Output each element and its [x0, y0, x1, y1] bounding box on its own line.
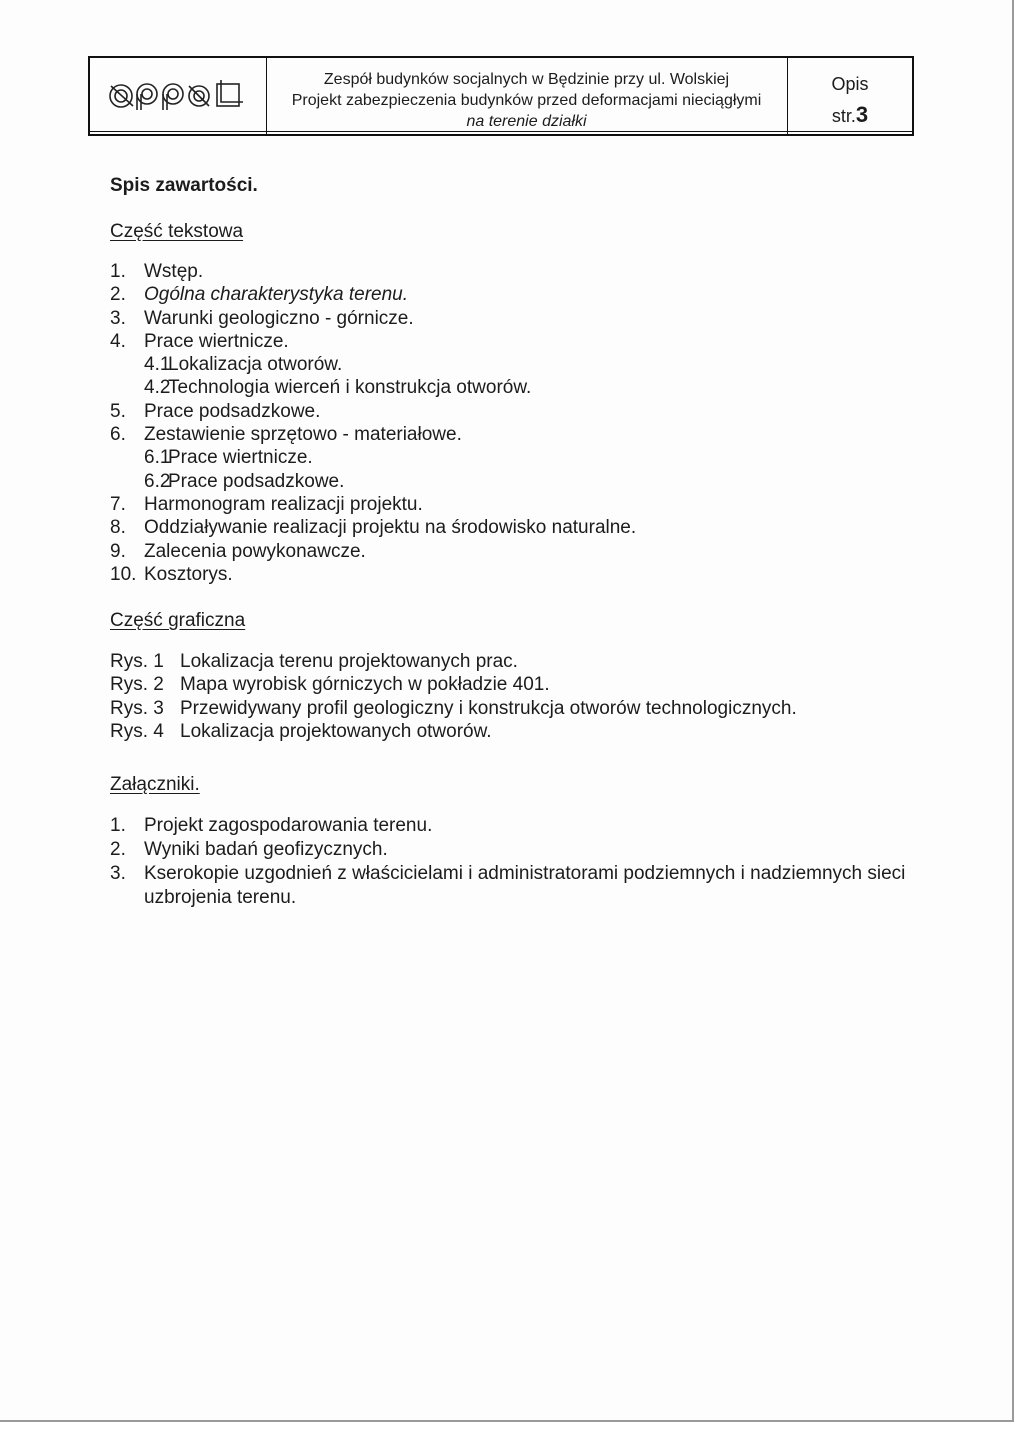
title-line-3: na terenie działki: [466, 113, 587, 130]
text-part-heading: Część tekstowa: [110, 221, 244, 242]
text-part-list: [110, 260, 636, 586]
list-item: [110, 540, 636, 563]
item-number: 7.: [110, 493, 126, 515]
item-number: 1.: [110, 815, 126, 836]
logo-icon: [103, 76, 253, 116]
page-number: [788, 102, 912, 128]
item-label: Prace podsadzkowe.: [144, 400, 321, 422]
title-line-1: Zespół budynków socjalnych w Będzinie przy ul. Wolskiej: [323, 71, 730, 88]
company-logo: [90, 58, 267, 134]
item-number: Rys. 4: [110, 720, 164, 742]
list-item: [110, 283, 636, 306]
list-item: [110, 307, 636, 330]
item-label: Wstęp.: [144, 261, 204, 282]
item-label: Prace wiertnicze.: [168, 447, 313, 469]
item-number: 9.: [110, 540, 126, 562]
item-number: 2.: [110, 839, 126, 860]
item-number: Rys. 1: [110, 651, 164, 672]
item-number: 5.: [110, 400, 126, 422]
item-label: Harmonogram realizacji projektu.: [144, 493, 423, 515]
item-label: Technologia wierceń i konstrukcja otworów.: [168, 377, 532, 399]
item-label: Warunki geologiczno - górnicze.: [144, 307, 414, 329]
item-label: Projekt zagospodarowania terenu.: [144, 815, 433, 836]
item-label: Lokalizacja terenu projektowanych prac.: [180, 651, 518, 672]
attachments-list: [110, 814, 944, 910]
item-label: Kosztorys.: [144, 563, 233, 585]
list-item: [110, 423, 636, 446]
list-item: [110, 697, 797, 720]
list-item: [110, 493, 636, 516]
item-number: 10.: [110, 563, 137, 585]
list-item: [110, 330, 636, 353]
list-item: [110, 862, 944, 910]
list-item: [110, 470, 636, 493]
item-label: Prace wiertnicze.: [144, 330, 289, 352]
list-item: [110, 446, 636, 469]
item-label: Prace podsadzkowe.: [168, 470, 345, 492]
item-number: 6.: [110, 424, 126, 446]
item-number: Rys. 3: [110, 697, 164, 719]
list-item: [110, 376, 636, 399]
item-number: 2.: [110, 284, 126, 306]
page-info: [788, 58, 912, 134]
item-label: Zestawienie sprzętowo - materiałowe.: [144, 424, 462, 446]
list-item: [110, 516, 636, 539]
toc-title: Spis zawartości.: [110, 175, 258, 196]
section-label: Opis: [831, 74, 869, 94]
title-line-2: Projekt zabezpieczenia budynków przed deformacjami nieciągłymi: [291, 92, 762, 109]
item-number: 6.2: [144, 470, 171, 492]
graphic-part-list: [110, 650, 797, 743]
graphic-part-heading: Część graficzna: [110, 610, 246, 631]
item-number: 3.: [110, 863, 126, 884]
item-label: Lokalizacja projektowanych otworów.: [180, 720, 492, 742]
item-label: Oddziaływanie realizacji projektu na środowisko naturalne.: [144, 517, 637, 539]
item-number: 6.1: [144, 447, 171, 469]
list-item: [110, 673, 797, 696]
list-item: [110, 353, 636, 376]
page-prefix: str.: [831, 106, 856, 126]
item-label: Przewidywany profil geologiczny i konstrukcja otworów technologicznych.: [180, 697, 797, 719]
item-label: Kserokopie uzgodnień z właścicielami i administratorami podziemnych i nadziemnych sieci uzbrojenia terenu.: [144, 863, 906, 908]
item-number: 4.1: [144, 354, 171, 376]
page-number-value: 3: [855, 102, 869, 127]
list-item: [110, 563, 636, 586]
list-item: [110, 400, 636, 423]
item-label: Ogólna charakterystyka terenu.: [144, 284, 409, 306]
attachments-heading: Załączniki.: [110, 774, 200, 795]
list-item: [110, 838, 944, 862]
list-item: [110, 260, 636, 283]
title-block: [88, 56, 914, 136]
item-label: Zalecenia powykonawcze.: [144, 540, 366, 562]
item-number: 1.: [110, 261, 126, 282]
item-label: Lokalizacja otworów.: [168, 354, 343, 376]
item-label: Wyniki badań geofizycznych.: [144, 839, 388, 860]
list-item: [110, 720, 797, 743]
list-item: [110, 650, 797, 673]
item-number: 3.: [110, 307, 126, 329]
item-number: 4.: [110, 330, 126, 352]
item-number: 4.2: [144, 377, 171, 399]
item-number: Rys. 2: [110, 674, 164, 696]
item-label: Mapa wyrobisk górniczych w pokładzie 401.: [180, 674, 550, 696]
project-title: [266, 58, 788, 134]
item-number: 8.: [110, 517, 126, 539]
list-item: [110, 814, 944, 838]
